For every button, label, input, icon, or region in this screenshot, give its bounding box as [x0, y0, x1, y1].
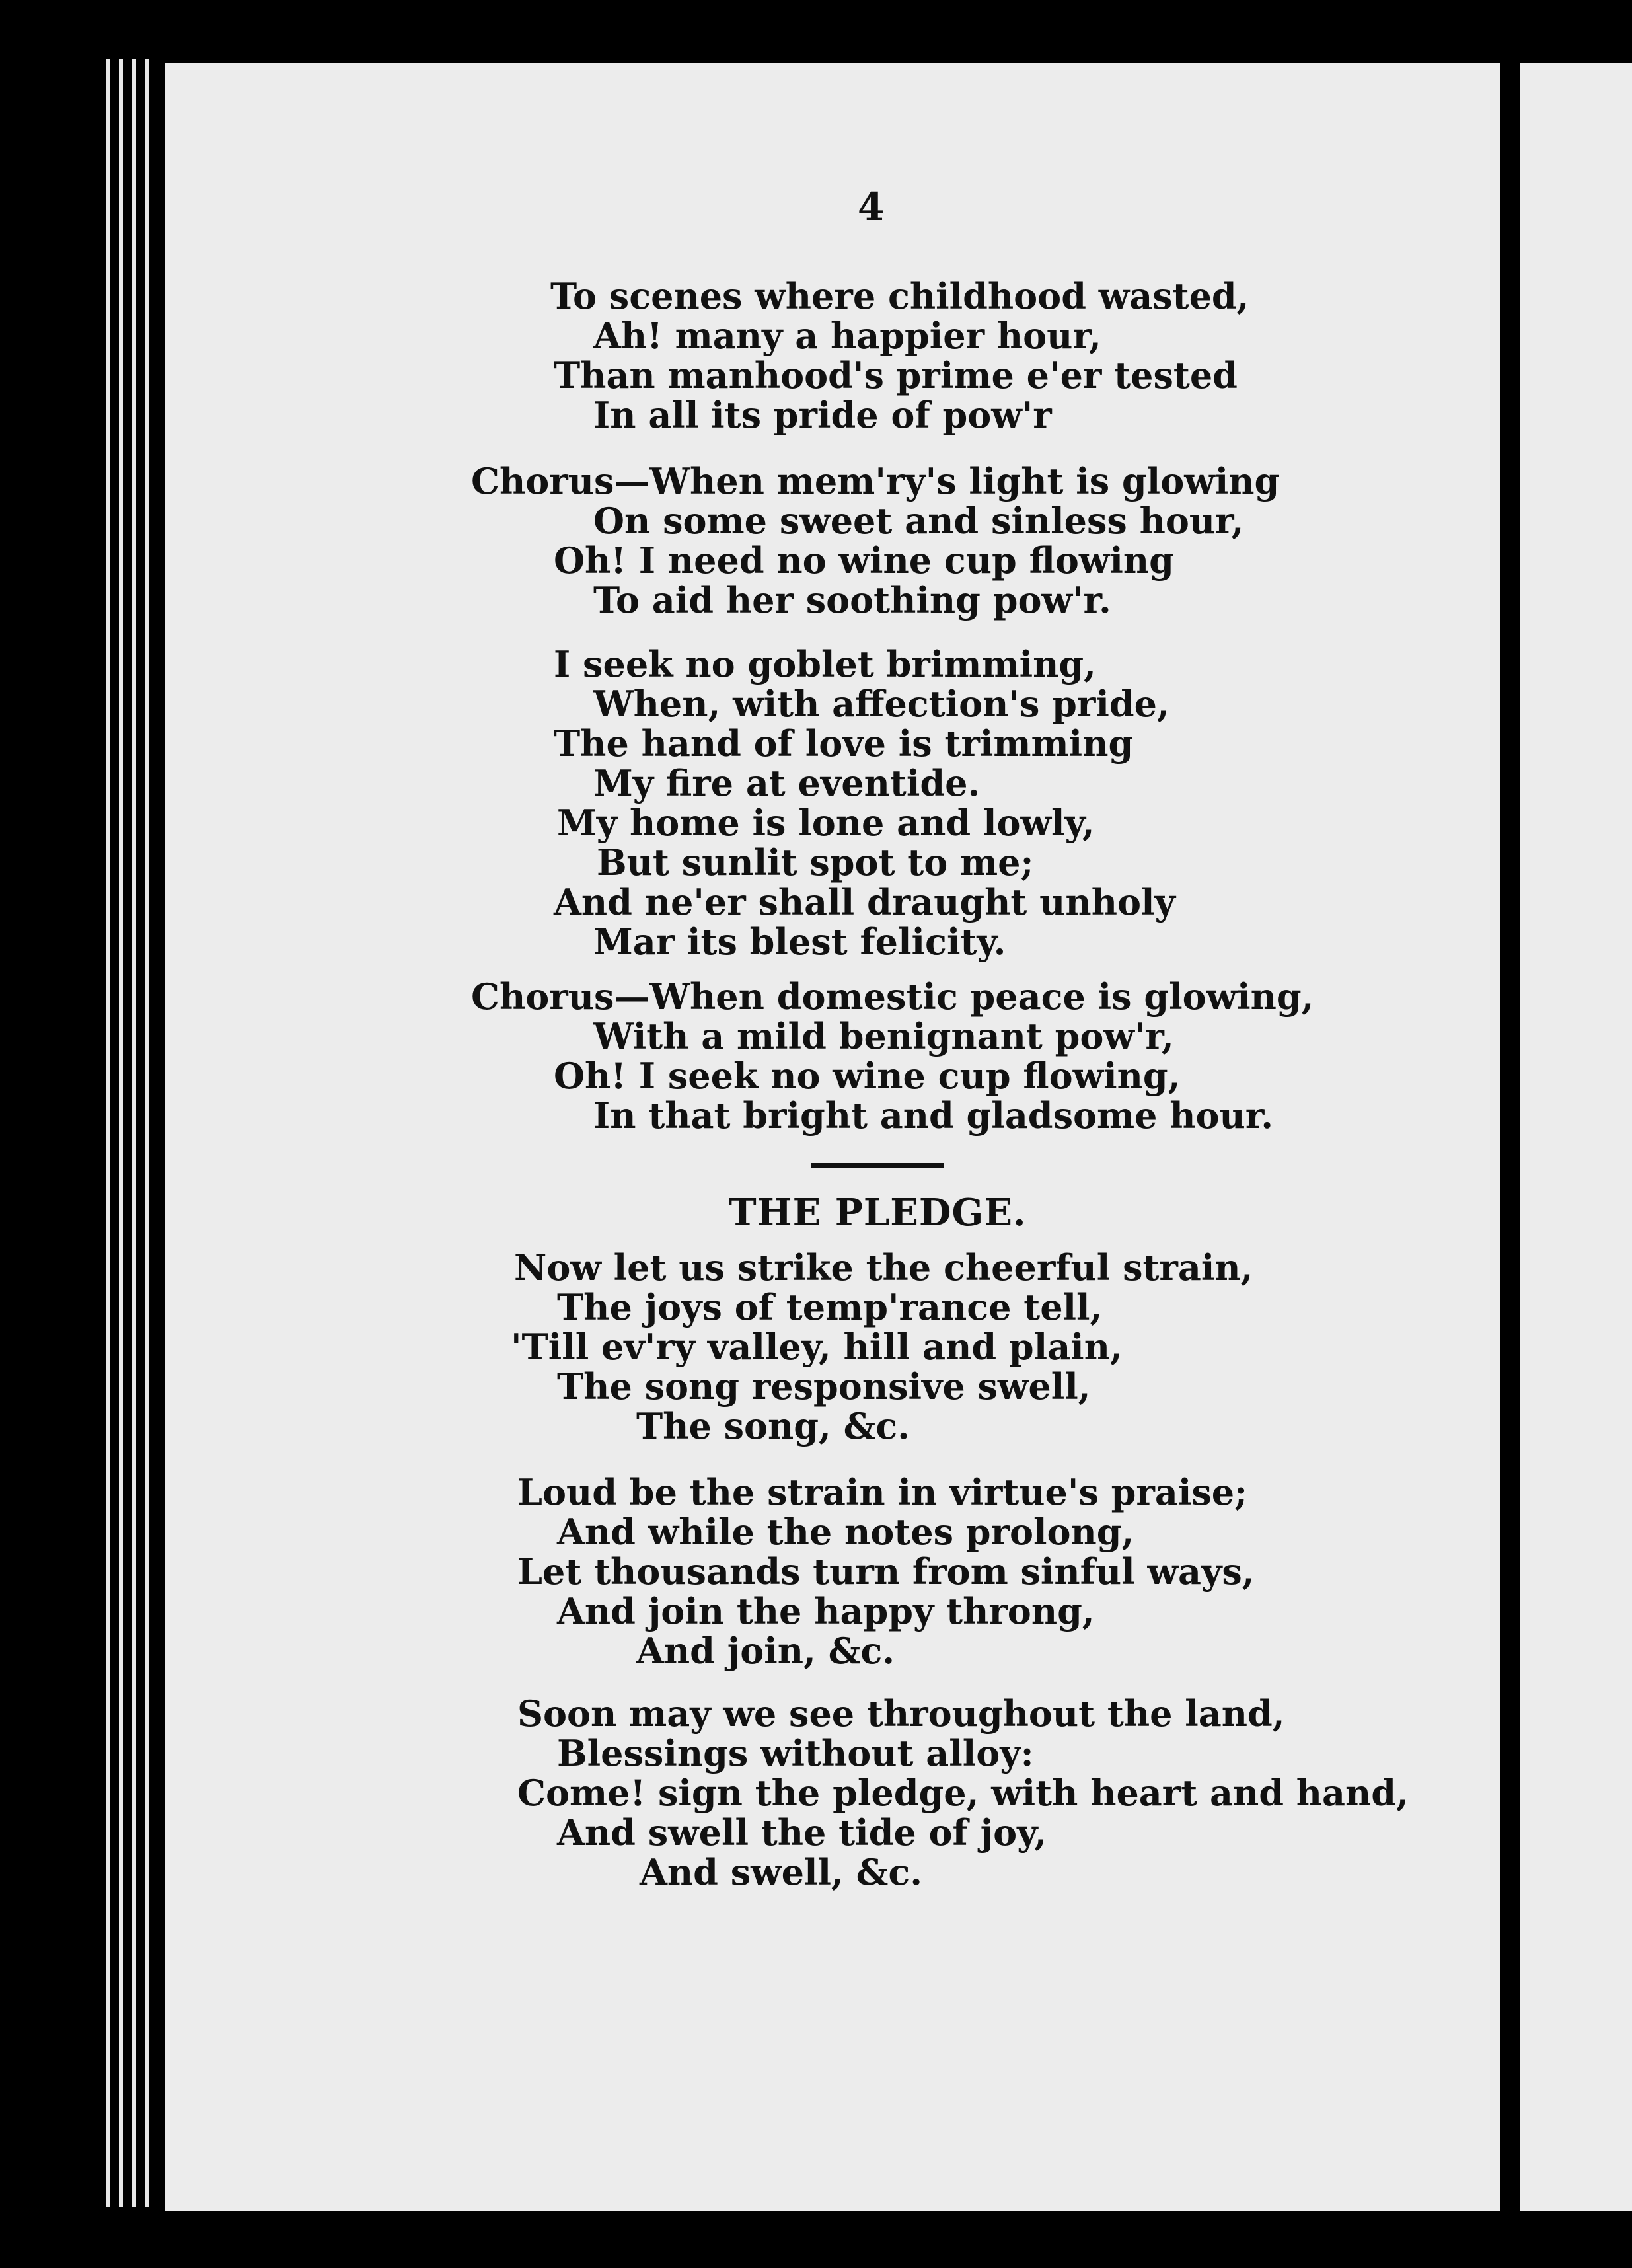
- verse-line: Come! sign the pledge, with heart and hand,: [517, 1772, 1409, 1814]
- verse-line: And join, &c.: [636, 1630, 895, 1672]
- verse-line: And while the notes prolong,: [557, 1511, 1134, 1553]
- verse-line: The song, &c.: [636, 1405, 910, 1447]
- verse-line: Ah! many a happier hour,: [593, 315, 1101, 357]
- page-edges: [99, 59, 165, 2207]
- verse-line: 'Till ev'ry valley, hill and plain,: [511, 1326, 1123, 1368]
- verse-line: And ne'er shall draught unholy: [554, 881, 1175, 923]
- verse-line: Now let us strike the cheerful strain,: [514, 1246, 1253, 1289]
- verse-line: Blessings without alloy:: [557, 1732, 1034, 1774]
- chorus-line: To aid her soothing pow'r.: [593, 579, 1111, 621]
- verse-line: Soon may we see throughout the land,: [517, 1692, 1285, 1735]
- verse-line: And join the happy throng,: [557, 1590, 1095, 1632]
- verse-line: Than manhood's prime e'er tested: [554, 354, 1238, 397]
- chorus-line: Oh! I seek no wine cup flowing,: [554, 1055, 1181, 1097]
- chorus-line: Chorus—When domestic peace is glowing,: [471, 975, 1314, 1018]
- verse-line: When, with affection's pride,: [593, 683, 1169, 725]
- chorus-line: Oh! I need no wine cup flowing: [554, 539, 1174, 582]
- verse-line: Loud be the strain in virtue's praise;: [517, 1471, 1248, 1513]
- chorus-line: On some sweet and sinless hour,: [593, 500, 1244, 542]
- verse-line: The hand of love is trimming: [554, 722, 1134, 765]
- verse-line: My home is lone and lowly,: [557, 802, 1095, 844]
- show-through-text: [1216, 397, 1440, 1652]
- verse-line: Mar its blest felicity.: [593, 921, 1006, 963]
- page-number: 4: [858, 184, 885, 229]
- poem-title: THE PLEDGE.: [729, 1191, 1027, 1234]
- verse-line: Let thousands turn from sinful ways,: [517, 1550, 1255, 1593]
- verse-line: My fire at eventide.: [593, 762, 981, 804]
- verse-line: To scenes where childhood wasted,: [550, 275, 1249, 317]
- verse-line: The joys of temp'rance tell,: [557, 1286, 1103, 1328]
- verse-line: In all its pride of pow'r: [593, 394, 1052, 436]
- verse-line: But sunlit spot to me;: [597, 841, 1034, 884]
- chorus-line: In that bright and gladsome hour.: [593, 1094, 1274, 1137]
- verse-line: And swell the tide of joy,: [557, 1811, 1047, 1854]
- chorus-line: With a mild benignant pow'r,: [593, 1015, 1174, 1057]
- adjacent-page-edge: [1520, 63, 1632, 2211]
- verse-line: I seek no goblet brimming,: [554, 643, 1096, 685]
- section-divider: [811, 1163, 944, 1168]
- verse-line: The song responsive swell,: [557, 1365, 1091, 1408]
- verse-line: And swell, &c.: [640, 1851, 923, 1893]
- chorus-line: Chorus—When mem'ry's light is glowing: [471, 460, 1280, 502]
